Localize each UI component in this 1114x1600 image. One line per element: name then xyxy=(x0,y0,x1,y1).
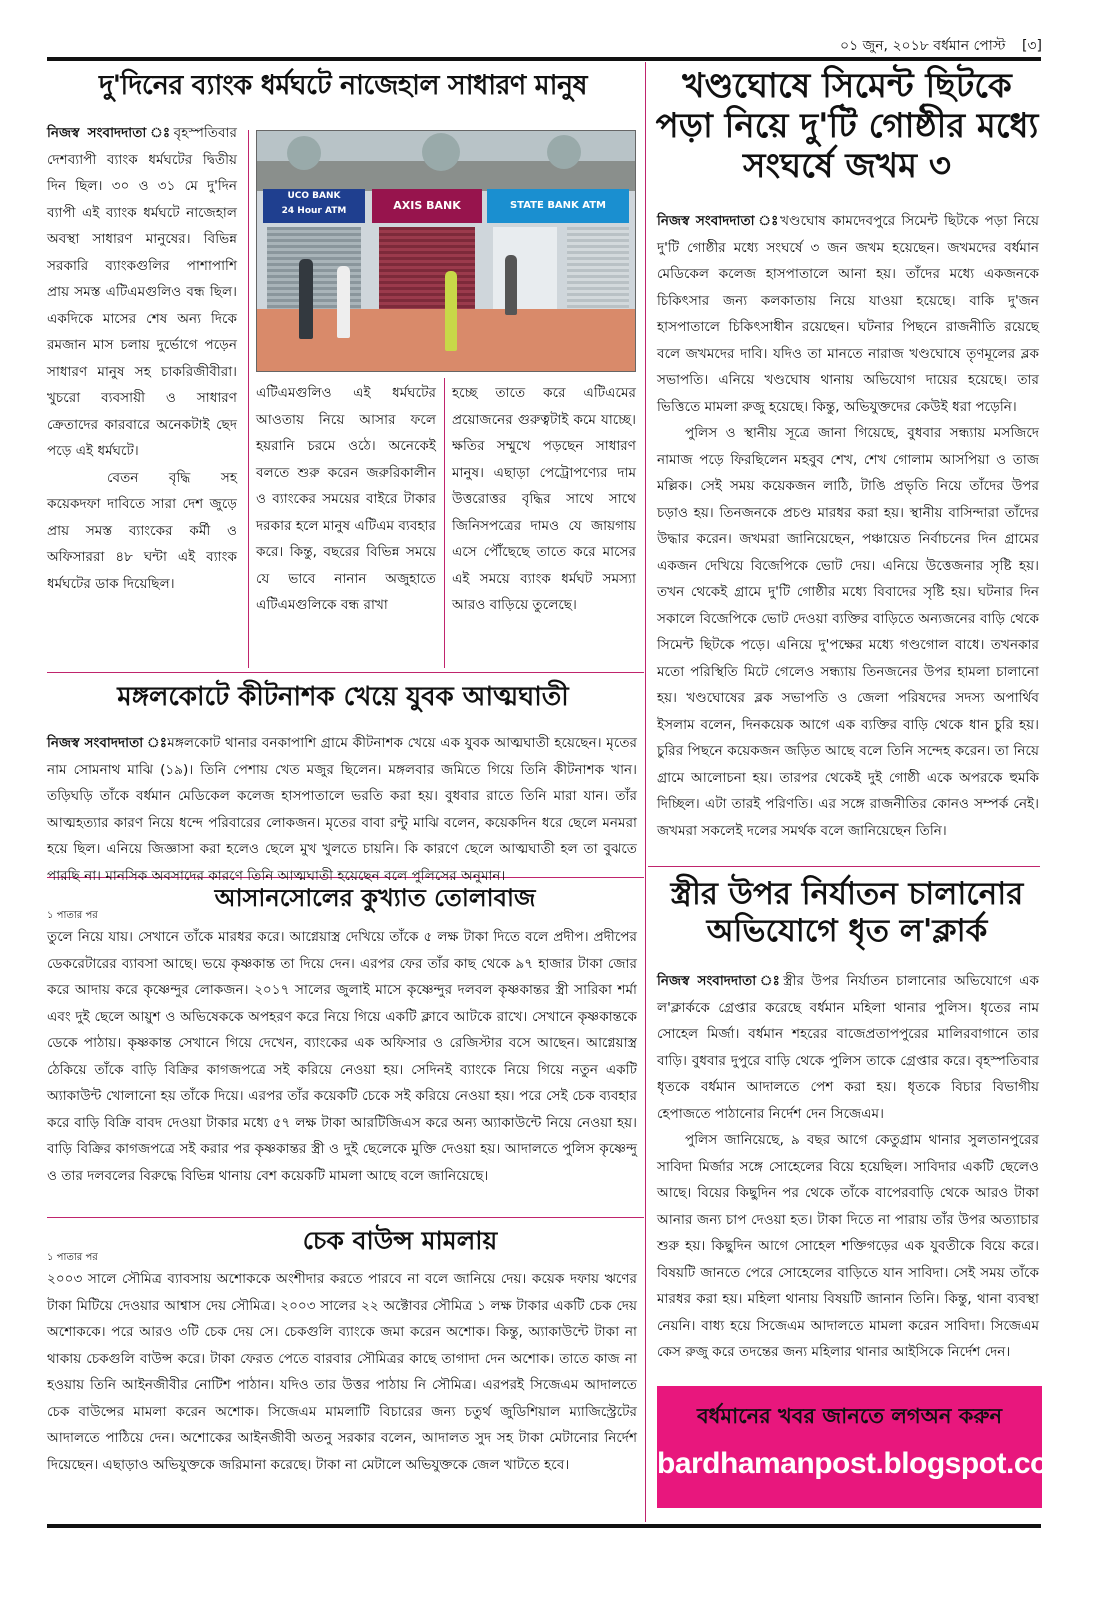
pedestrian xyxy=(505,255,517,315)
satellite-dish-icon xyxy=(422,133,460,171)
header-date-paper: ০১ জুন, ২০১৮ বর্ধমান পোস্ট xyxy=(840,38,1006,54)
article2-headline: মঙ্গলকোটে কীটনাশক খেয়ে যুবক আত্মঘাতী xyxy=(117,682,569,712)
page-header xyxy=(840,34,1042,58)
article3-body: তুলে নিয়ে যায়। সেখানে তাঁকে মারধর করে। আগ্নেয়াস্ত্র দেখিয়ে তাঁকে ৫ লক্ষ টাকা দিতে বলে প্রদীপ। প্রদীপের ডেকরেটারের ব্যাবসা আছে। ভয়ে কৃষ্ণকান্ত তা দিয়ে দেন। এরপর ফের তাঁর কাছ থেকে ৯৭ হাজার টাকা জোর করে আদায় করে কৃষ্ণেন্দুর লোকজন। ২০১৭ সালের জুলাই মাসে কৃষ্ণেন্দুর দলবল কৃষ্ণকান্তর স্ত্রী সারিকা শর্মা এবং দুই ছেলে আয়ুশ ও অভিষেককে অপহরণ করে নিয়ে গিয়ে একটি ক্লাবে আটকে রাখে। সেখানে কৃষ্ণকান্তকে ডেকে পাঠায়। কৃষ্ণকান্ত সেখানে গিয়ে দেখেন, ব্যাংকের এক অফিসার ও রেজিস্টার বসে আছেন। আগ্নেয়াস্ত্র ঠেকিয়ে তাঁকে বাড়ি বিক্রির কাগজপত্রে সই করিয়ে নেওয়া হয়। সেদিনই ব্যাংকে নিয়ে গিয়ে নতুন একটি অ্যাকাউন্ট খোলানো হয় তাঁকে দিয়ে। এরপর তাঁর কয়েকটি চেকে সই করিয়ে নেওয়া হয়। পরে সেই চেক ব্যবহার করে বাড়ি বিক্রি বাবদ দেওয়া টাকার মধ্যে ৫৭ লক্ষ টাকা আরটিজিএস করে অন্য অ্যাকাউন্টে নিয়ে নেওয়া হয়। বাড়ি বিক্রির কাগজপত্রে সই করার পর কৃষ্ণকান্তর স্ত্রী ও দুই ছেলেকে মুক্তি দেওয়া হয়। আদালতে পুলিস কৃষ্ণেন্দু ও তার দলবলের বিরুদ্ধে বিভিন্ন থানায় বেশ কয়েকটি মামলা আছে বলে জানিয়েছে। xyxy=(47,929,637,1184)
blog-ad-banner[interactable] xyxy=(657,1386,1075,1508)
article5-text-p1: খণ্ডঘোষ কামদেবপুরে সিমেন্ট ছিটকে পড়া নিয়ে দু'টি গোষ্ঠীর মধ্যে সংঘর্ষে ৩ জন জখম হয়েছেন। জখমদের বর্ধমান মেডিকেল কলেজ হাসপাতালে আনা হয়। তাঁদের মধ্যে একজনকে চিকিৎসার জন্য কলকাতায় নিয়ে যাওয়া হয়েছে। বাকি দু'জন হাসপাতালে চিকিৎসাধীন রয়েছেন। ঘটনার পিছনে রাজনীতি রয়েছে বলে জখমদের দাবি। যদিও তা মানতে নারাজ খণ্ডঘোষে তৃণমূলের ব্লক সভাপতি। এনিয়ে খণ্ডঘোষ থানায় অভিযোগ দায়ের হয়েছে। তার ভিত্তিতে মামলা রুজু হয়েছে। কিন্তু, অভিযুক্তদের কেউই ধরা পড়েনি। xyxy=(657,213,1039,415)
separator-line xyxy=(47,1217,644,1218)
shutter xyxy=(493,227,557,309)
uco-bank-sign: UCO BANK 24 Hour ATM xyxy=(263,189,365,223)
bottom-rule xyxy=(47,1524,1041,1528)
blog-ad-tagline: বর্ধমানের খবর জানতে লগঅন করুন xyxy=(696,1404,1003,1428)
article1-headline: দু'দিনের ব্যাংক ধর্মঘটে নাজেহাল সাধারণ মানুষ xyxy=(99,70,587,101)
article2-text: মঙ্গলকোট থানার বনকাপাশি গ্রামে কীটনাশক খেয়ে এক যুবক আত্মঘাতী হয়েছেন। মৃতের নাম সোমনাথ মাঝি (১৯)। তিনি পেশায় খেত মজুর ছিলেন। মঙ্গলবার জমিতে গিয়ে তিনি কীটনাশক খান। তড়িঘড়ি তাঁকে বর্ধমান মেডিকেল কলেজ হাসপাতালে ভরতি করা হয়। বুধবার রাতে তিনি মারা যান। তাঁর আত্মহত্যার কারণ নিয়ে ধন্দে পরিবারের লোকজন। মৃতের বাবা রন্টু মাঝি বলেন, কয়েকদিন ধরে ছেলে মনমরা হয়ে ছিল। এনিয়ে জিজ্ঞাসা করা হলেও ছেলে মুখ খুলতে চায়নি। কি কারণে ছেলে আত্মঘাতী হল তা বুঝতে পারছি না। মানসিক অবসাদের কারণে তিনি আত্মঘাতী হয়েছেন বলে পুলিসের অনুমান। xyxy=(47,735,638,884)
article6-body xyxy=(657,968,1039,1374)
article1-col1 xyxy=(47,120,237,668)
article1-divider-b xyxy=(444,378,445,668)
article2-body xyxy=(47,730,638,884)
article1-byline: নিজস্ব সংবাদদাতা ঃ xyxy=(47,125,174,141)
pedestrian xyxy=(445,271,457,351)
axis-bank-sign: AXIS BANK xyxy=(372,189,482,223)
article4-continued-ref: ১ পাতার পর xyxy=(47,1252,98,1263)
blog-ad-url[interactable]: bardhamanpost.blogspot.com xyxy=(657,1447,1075,1480)
pedestrian xyxy=(299,259,313,339)
article1-col3: হচ্ছে তাতে করে এটিএমের প্রয়োজনের গুরুত্বটাই কমে যাচ্ছে। ক্ষতির সম্মুখে পড়ছেন সাধারণ মানুষ। এছাড়া পেট্রোপণ্যের দাম উত্তরোত্তর বৃদ্ধির সাথে সাথে জিনিসপত্রের দামও যে জায়গায় এসে পৌঁছেছে তাতে করে মাসের এই সময়ে ব্যাংক ধর্মঘট সমস্যা আরও বাড়িয়ে তুলেছে। xyxy=(452,385,636,613)
top-rule xyxy=(47,57,1041,61)
satellite-dish-icon xyxy=(547,135,581,169)
article1-col1-text: বৃহস্পতিবার দেশব্যাপী ব্যাংক ধর্মঘটের দ্বিতীয় দিন ছিল। ৩০ ও ৩১ মে দু'দিন ব্যাপী এই ব্যাংক ধর্মঘটে নাজেহাল অবস্থা সাধারণ মানুষের। বিভিন্ন সরকারি ব্যাংকগুলির পাশাপাশি প্রায় সমস্ত এটিএমগুলিও বন্ধ ছিল। একদিকে মাসের শেষ অন্য দিকে রমজান মাস চলায় দুর্ভোগে পড়েন সাধারণ মানুষ সহ চাকরিজীবীরা। খুচরো ব্যবসায়ী ও সাধারণ ক্রেতাদের কারবারে অনেকটাই ছেদ পড়ে এই ধর্মঘটে। xyxy=(47,125,237,459)
article4-body: ২০০৩ সালে সৌমিত্র ব্যাবসায় অশোককে অংশীদার করতে পারবে না বলে জানিয়ে দেয়। কয়েক দফায় ঋণের টাকা মিটিয়ে দেওয়ার আশ্বাস দেয় সৌমিত্র। ২০০৩ সালের ২২ অক্টোবর সৌমিত্র ১ লক্ষ টাকার একটি চেক দেয় অশোককে। পরে আরও ৩টি চেক দেয় সে। চেকগুলি ব্যাংকে জমা করেন অশোক। কিন্তু, অ্যাকাউন্টে টাকা না থাকায় চেকগুলি বাউন্স করে। টাকা ফেরত পেতে বারবার সৌমিত্রর কাছে তাগাদা দেন অশোক। তাতে কাজ না হওয়ায় তিনি আইনজীবীর নোটিশ পাঠান। যদিও তার উত্তর পাঠায় নি সৌমিত্র। এরপরই সিজেএম আদালতে চেক বাউন্সের মামলা করেন অশোক। সিজেএম মামলাটি বিচারের জন্য চতুর্থ জুডিশিয়াল ম্যাজিস্ট্রেটের আদালতে পাঠিয়ে দেন। অশোকের আইনজীবী অতনু সরকার বলেন, আদালত সুদ সহ টাকা মেটানোর নির্দেশ দিয়েছেন। এছাড়াও অভিযুক্তকে জরিমানা করেছে। টাকা না মেটালে অভিযুক্তকে জেল খাটতে হবে। xyxy=(47,1271,637,1473)
article6-byline: নিজস্ব সংবাদদাতা ঃ xyxy=(657,973,784,989)
bank-photo xyxy=(256,130,636,372)
separator-line xyxy=(648,866,1040,867)
article1-divider-a xyxy=(248,130,249,668)
article6-text-p2: পুলিস জানিয়েছে, ৯ বছর আগে কেতুগ্রাম থানার সুলতানপুরের সাবিদা মির্জার সঙ্গে সোহেলের বিয়ে হয়েছিল। সাবিদার একটি ছেলেও আছে। বিয়ের কিছুদিন পর থেকে তাঁকে বাপেরবাড়ি থেকে আরও টাকা আনার জন্য চাপ দেওয়া হত। টাকা দিতে না পারায় তাঁর উপর অত্যাচার শুরু হয়। কিছুদিন আগে সোহেল শক্তিগড়ের এক যুবতীকে বিয়ে করে। বিষয়টি জানতে পেরে সোহেলের বাড়িতে যান সাবিদা। সেই সময় তাঁকে মারধর করা হয়। মহিলা থানায় বিষয়টি জানান তিনি। কিন্তু, থানা ব্যবস্থা নেয়নি। বাধ্য হয়ে সিজেএম আদালতে মামলা করেন সাবিদা। সিজেএম কেস রুজু করে তদন্তের জন্য মহিলার থানার আইসিকে নির্দেশ দেন। xyxy=(657,1132,1039,1360)
article1-col1b-text: বেতন বৃদ্ধি সহ কয়েকদফা দাবিতে সারা দেশ জুড়ে প্রায় সমস্ত ব্যাংকের কর্মী ও অফিসাররা ৪৮ ঘন্টা এই ব্যাংক ধর্মঘটের ডাক দিয়েছিল। xyxy=(47,469,237,592)
article6-headline: স্ত্রীর উপর নির্যাতন চালানোর অভিযোগে ধৃত ল'ক্লার্ক xyxy=(670,876,1024,949)
article6-text-p1: স্ত্রীর উপর নির্যাতন চালানোর অভিযোগে এক ল'ক্লার্ককে গ্রেপ্তার করেছে বর্ধমান মহিলা থানার পুলিস। ধৃতের নাম সোহেল মির্জা। বর্ধমান শহরের বাজেপ্রতাপপুরের মালিরবাগানে তার বাড়ি। বুধবার দুপুরে বাড়ি থেকে পুলিস তাকে গ্রেপ্তার করে। বৃহস্পতিবার ধৃতকে বর্ধমান আদালতে পেশ করা হয়। ধৃতকে বিচার বিভাগীয় হেপাজতে পাঠানোর নির্দেশ দেন সিজেএম। xyxy=(657,973,1039,1122)
article5-body xyxy=(657,208,1039,864)
sbi-atm-sign: STATE BANK ATM xyxy=(487,189,629,223)
article5-byline: নিজস্ব সংবাদদাতা ঃ xyxy=(657,213,781,229)
article2-byline: নিজস্ব সংবাদদাতা ঃ xyxy=(47,735,168,751)
article3-headline: আসানসোলের কুখ্যাত তোলাবাজ xyxy=(214,884,536,912)
pedestrian xyxy=(337,266,350,338)
column-divider xyxy=(645,62,646,1522)
article4-headline: চেক বাউন্স মামলায় xyxy=(302,1226,498,1255)
separator-line xyxy=(47,672,644,673)
header-page-number: [৩] xyxy=(1021,38,1042,54)
article1-col2: এটিএমগুলিও এই ধর্মঘটের আওতায় নিয়ে আসার ফলে হয়রানি চরমে ওঠে। অনেকেই বলতে শুরু করেন জরুরিকালীন ও ব্যাংকের সময়ের বাইরে টাকার দরকার হলে মানুষ এটিএম ব্যবহার করে। কিন্তু, বছরের বিভিন্ন সময়ে যে ভাবে নানান অজুহাতে এটিএমগুলিকে বন্ধ রাখা xyxy=(256,385,436,613)
satellite-dish-icon xyxy=(287,136,321,170)
shutter xyxy=(379,227,475,309)
shutter xyxy=(567,227,629,309)
article3-continued-ref: ১ পাতার পর xyxy=(47,910,98,921)
article5-text-p2: পুলিস ও স্থানীয় সূত্রে জানা গিয়েছে, বুধবার সন্ধ্যায় মসজিদে নামাজ পড়ে ফিরছিলেন মহবুব শেখ, শেখ গোলাম আসপিয়া ও তাজ মল্লিক। সেই সময় কয়েকজন লাঠি, টাঙি প্রভৃতি নিয়ে তাঁদের উপর চড়াও হয়। তিনজনকে প্রচণ্ড মারধর করা হয়। স্থানীয় বাসিন্দারা তাঁদের উদ্ধার করেন। জখমরা জানিয়েছেন, পঞ্চায়েত নির্বাচনের দিন গ্রামের একজন দেখিয়ে বিজেপিকে ভোট দেয়। এনিয়ে উত্তেজনার সৃষ্টি হয়। তখন থেকেই গ্রামে দু'টি গোষ্ঠীর মধ্যে বিবাদের সৃষ্টি হয়। ঘটনার দিন সকালে বিজেপিকে ভোট দেওয়া ব্যক্তির বাড়িতে অন্যজনের বাড়ি থেকে সিমেন্ট ছিটকে পড়ে। এনিয়ে দু'পক্ষের মধ্যে গণ্ডগোল বাধে। তখনকার মতো পরিস্থিতি মিটে গেলেও সন্ধ্যায় তিনজনের উপর হামলা চালানো হয়। খণ্ডঘোষের ব্লক সভাপতি ও জেলা পরিষদের সদস্য অপার্থিব ইসলাম বলেন, দিনকয়েক আগে এক ব্যক্তির বাড়ি থেকে ধান চুরি হয়। চুরির পিছনে কয়েকজন জড়িত আছে বলে তিনি সন্দেহ করেন। তা নিয়ে গ্রামে আলোচনা হয়। তারপর থেকেই দুই গোষ্ঠী একে অপরকে হুমকি দিচ্ছিল। এটা তারই পরিণতি। এর সঙ্গে রাজনীতির কোনও সম্পর্ক নেই। জখমরা সকলেই দলের সমর্থক বলে জানিয়েছেন তিনি। xyxy=(657,425,1039,839)
article5-headline: খণ্ডঘোষে সিমেন্ট ছিটকে পড়া নিয়ে দু'টি গোষ্ঠীর মধ্যে সংঘর্ষে জখম ৩ xyxy=(655,66,1039,187)
